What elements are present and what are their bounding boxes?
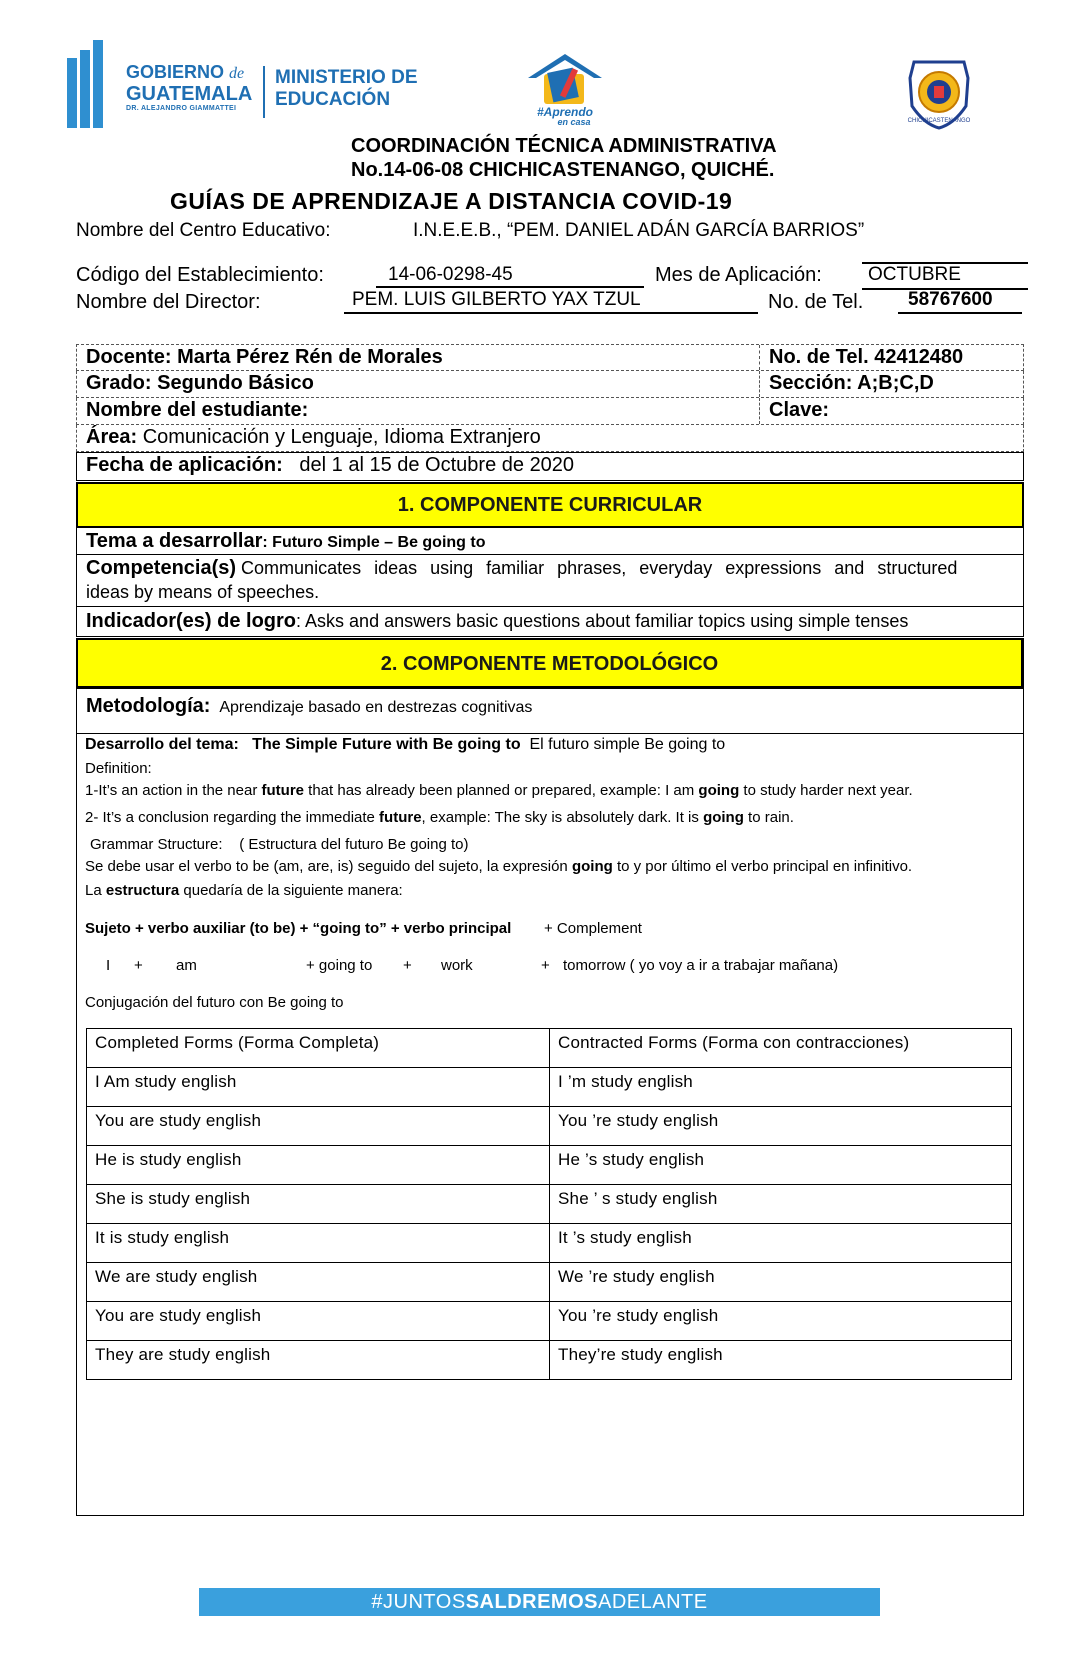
svg-text:CHICHICASTENANGO: CHICHICASTENANGO bbox=[907, 118, 971, 124]
school-seal-logo bbox=[906, 58, 972, 130]
estudiante-label: Nombre del estudiante: bbox=[86, 399, 309, 421]
competencia-value: Communicates ideas using familiar phrases, everyday expressions and structured bbox=[241, 558, 958, 578]
table-cell: You ’re study english bbox=[550, 1107, 1012, 1146]
table-cell: He ’s study english bbox=[550, 1146, 1012, 1185]
competencia-value-2: ideas by means of speeches. bbox=[86, 582, 320, 602]
table-row bbox=[87, 1302, 1012, 1341]
grado-label: Grado: bbox=[86, 372, 152, 394]
example-plus-3: + bbox=[541, 957, 550, 974]
area-value: Comunicación y Lenguaje, Idioma Extranjero bbox=[142, 426, 541, 448]
director-label: Nombre del Director: bbox=[76, 291, 261, 313]
table-cell: She ’ s study english bbox=[550, 1185, 1012, 1224]
gobierno-logo-bars bbox=[67, 40, 117, 128]
codigo-value: 14-06-0298-45 bbox=[376, 264, 644, 288]
table-cell: He is study english bbox=[87, 1146, 550, 1185]
formula-line: Sujeto + verbo auxiliar (to be) + “going to” + verbo principal bbox=[85, 920, 512, 937]
desarrollo-line: Desarrollo del tema: The Simple Future with Be going to El futuro simple Be going to bbox=[85, 736, 726, 753]
example-going-to: + going to bbox=[306, 957, 373, 974]
tema-value: : Futuro Simple – Be going to bbox=[262, 534, 486, 551]
tel-value: 58767600 bbox=[898, 289, 1022, 314]
codigo-label: Código del Establecimiento: bbox=[76, 264, 324, 286]
metodologia-value: Aprendizaje basado en destrezas cognitivas bbox=[219, 699, 533, 716]
definition-2: 2- It’s a conclusion regarding the immediate future, example: The sky is absolutely dark. It is going to rain. bbox=[85, 809, 794, 826]
centro-label: Nombre del Centro Educativo: bbox=[76, 220, 331, 241]
conjugation-table bbox=[86, 1028, 1012, 1380]
example-plus-2: + bbox=[403, 957, 412, 974]
table-cell: They are study english bbox=[87, 1341, 550, 1380]
example-am: am bbox=[176, 957, 197, 974]
table-cell: I Am study english bbox=[87, 1068, 550, 1107]
tema-row bbox=[76, 528, 1024, 555]
competencia-row bbox=[76, 555, 1024, 607]
table-cell: We are study english bbox=[87, 1263, 550, 1302]
docente-label: Docente: bbox=[86, 346, 172, 368]
svg-text:en casa: en casa bbox=[557, 117, 591, 126]
metodologia-label: Metodología: bbox=[86, 695, 211, 717]
mes-label: Mes de Aplicación: bbox=[655, 264, 822, 286]
table-row bbox=[87, 1185, 1012, 1224]
componente-metodologico-heading: 2. COMPONENTE METODOLÓGICO bbox=[76, 638, 1024, 689]
estructura-line: La estructura quedaría de la siguiente manera: bbox=[85, 882, 403, 899]
table-row bbox=[87, 1341, 1012, 1380]
se-debe-line: Se debe usar el verbo to be (am, are, is) seguido del sujeto, la expresión going to y por último el verbo principal en infinitivo. bbox=[85, 858, 913, 875]
table-cell: You ’re study english bbox=[550, 1302, 1012, 1341]
grado-value: Segundo Básico bbox=[157, 372, 314, 394]
director-value: PEM. LUIS GILBERTO YAX TZUL bbox=[344, 289, 758, 314]
grado-row bbox=[76, 371, 1024, 398]
example-i: I bbox=[106, 957, 111, 974]
tel-label: No. de Tel. bbox=[768, 291, 864, 313]
docente-row bbox=[76, 344, 1024, 371]
logo-divider bbox=[263, 66, 265, 118]
gobierno-logo-text: GOBIERNO de GUATEMALA DR. ALEJANDRO GIAMMATTEI bbox=[126, 62, 253, 112]
table-cell: You are study english bbox=[87, 1302, 550, 1341]
formula-complement: + Complement bbox=[544, 920, 642, 937]
table-cell: She is study english bbox=[87, 1185, 550, 1224]
metodologia-row bbox=[76, 689, 1024, 734]
example-work: work bbox=[441, 957, 473, 974]
table-cell: You are study english bbox=[87, 1107, 550, 1146]
coordinacion-title: COORDINACIÓN TÉCNICA ADMINISTRATIVA bbox=[351, 135, 777, 157]
clave-label: Clave: bbox=[769, 399, 830, 421]
fecha-value: del 1 al 15 de Octubre de 2020 bbox=[299, 454, 575, 476]
svg-text:#Aprendo: #Aprendo bbox=[536, 105, 594, 119]
definition-label: Definition: bbox=[85, 760, 152, 777]
indicador-label: Indicador(es) de logro bbox=[86, 610, 297, 632]
direccion-title: No.14-06-08 CHICHICASTENANGO, QUICHÉ. bbox=[351, 159, 775, 181]
tema-label: Tema a desarrollar bbox=[86, 530, 263, 552]
aprendo-en-casa-logo bbox=[522, 50, 608, 126]
fecha-label: Fecha de aplicación: bbox=[86, 454, 283, 476]
indicador-value: : Asks and answers basic questions about familiar topics using simple tenses bbox=[296, 611, 909, 631]
table-row bbox=[87, 1263, 1012, 1302]
table-cell: They’re study english bbox=[550, 1341, 1012, 1380]
table-header-contracted: Contracted Forms (Forma con contracciones) bbox=[550, 1029, 1012, 1068]
table-row bbox=[87, 1068, 1012, 1107]
seccion-value: Sección: A;B;C,D bbox=[769, 372, 934, 394]
ministerio-logo-text: MINISTERIO DE EDUCACIÓN bbox=[275, 67, 418, 110]
mes-value: OCTUBRE bbox=[862, 262, 1028, 290]
area-row bbox=[76, 425, 1024, 452]
example-plus-1: + bbox=[134, 957, 143, 974]
table-header-completed: Completed Forms (Forma Completa) bbox=[87, 1029, 550, 1068]
docente-value: Marta Pérez Rén de Morales bbox=[177, 346, 443, 368]
table-cell: It ’s study english bbox=[550, 1224, 1012, 1263]
fecha-row bbox=[76, 452, 1024, 481]
componente-curricular-heading: 1. COMPONENTE CURRICULAR bbox=[76, 482, 1024, 528]
competencia-label: Competencia(s) bbox=[86, 557, 237, 579]
conjugacion-label: Conjugación del futuro con Be going to bbox=[85, 994, 344, 1011]
table-header-row bbox=[87, 1029, 1012, 1068]
guia-title: GUÍAS DE APRENDIZAJE A DISTANCIA COVID-19 bbox=[170, 188, 733, 214]
grammar-structure: Grammar Structure: ( Estructura del futuro Be going to) bbox=[90, 836, 469, 853]
table-cell: I ’m study english bbox=[550, 1068, 1012, 1107]
table-cell: It is study english bbox=[87, 1224, 550, 1263]
area-label: Área: bbox=[86, 426, 138, 448]
indicador-row bbox=[76, 607, 1024, 637]
table-cell: We ’re study english bbox=[550, 1263, 1012, 1302]
docente-tel: No. de Tel. 42412480 bbox=[769, 346, 964, 368]
table-row bbox=[87, 1224, 1012, 1263]
juntos-saldremos-banner: #JUNTOSSALDREMOSADELANTE bbox=[199, 1588, 880, 1616]
estudiante-row bbox=[76, 398, 1024, 425]
example-tomorrow: tomorrow ( yo voy a ir a trabajar mañana) bbox=[563, 957, 839, 974]
centro-value: I.N.E.E.B., “PEM. DANIEL ADÁN GARCÍA BARRIOS” bbox=[413, 220, 865, 241]
table-row bbox=[87, 1146, 1012, 1185]
table-row bbox=[87, 1107, 1012, 1146]
definition-1: 1-It’s an action in the near future that has already been planned or prepared, example: I am going to study harder next year. bbox=[85, 782, 913, 799]
